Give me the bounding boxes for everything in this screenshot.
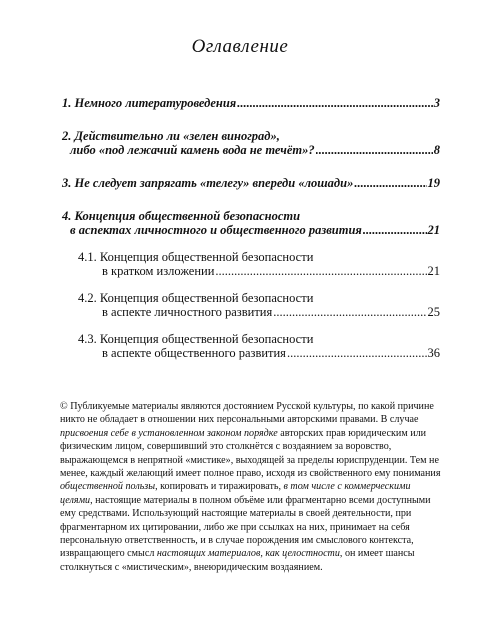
toc-page-number: 21 [427, 223, 440, 237]
toc-entry-title-cont: в аспекте личностного развития [102, 305, 273, 319]
copyright-text: © Публикуемые материалы являются достоянием Русской культуры, по какой причине никто не обладает в отношении них персональными авторскими правами. В случае [60, 401, 434, 426]
toc-page-number: 3 [433, 96, 440, 110]
copyright-emphasis: присвоения себе в установленном законом порядке [60, 427, 278, 439]
copyright-text: , он имеет шансы столкнуться с «мистическим», внеюридическим воздаянием. [60, 548, 415, 573]
toc-entry-title-cont: в кратком изложении [102, 264, 215, 278]
toc-entry-title-cont: либо «под лежачий камень вода не течёт»? [70, 143, 315, 157]
toc-page-number: 19 [427, 176, 440, 190]
toc-entry-2[interactable] [62, 129, 440, 157]
toc-entry-title: 1. Немного литературоведения [62, 96, 237, 110]
toc-entry-title: 3. Не следует запрягать «телегу» впереди «лошади» [62, 176, 354, 190]
dot-leader [363, 223, 427, 237]
dot-leader [237, 96, 433, 110]
toc-entry-title: 4.2. Концепция общественной безопасности [78, 291, 314, 305]
copyright-text: авторских прав юридическим или физическим лицом, совершивший это столкнётся с воздаянием за воровство, выражающемся в непрятной «мистике», выходящей за пределы юриспруденции. Тем не менее, каждый желающий имеет полное право, исходя из свойственного ему понимания [60, 427, 441, 480]
toc-page-number: 36 [427, 346, 440, 360]
toc-entry-title-cont: в аспекте общественного развития [102, 346, 286, 360]
toc-entry-3[interactable] [62, 176, 440, 190]
dot-leader [287, 346, 427, 360]
toc-page-number: 21 [427, 264, 440, 278]
toc-page-number: 25 [427, 305, 440, 319]
toc-subentry-4-1[interactable] [62, 250, 440, 278]
toc-subentry-4-3[interactable] [62, 332, 440, 360]
toc-entry-4[interactable] [62, 209, 440, 237]
toc-entry-title-cont: в аспектах личностного и общественного развития [70, 223, 362, 237]
table-of-contents [62, 96, 440, 360]
copyright-text: , настоящие материалы в полном объёме или фрагментарно всеми доступными ему средствами. Использующий настоящие материалы в своей деятельности, при фрагментарном их цитировании, либо же при ссылках на них, принимает на себя персональную ответственность, и в случае порождения им смыслового контекста, извращающего смысл [60, 494, 431, 560]
toc-page-number: 8 [433, 143, 440, 157]
toc-entry-title: 4. Концепция общественной безопасности [62, 209, 301, 223]
copyright-emphasis: настоящих материалов, как целостности [156, 548, 340, 560]
copyright-text: , копировать и тиражировать, [155, 481, 284, 493]
toc-subentry-4-2[interactable] [62, 291, 440, 319]
copyright-emphasis: в том числе с коммерческими целями [60, 481, 411, 506]
dot-leader [354, 176, 426, 190]
toc-entry-title: 4.3. Концепция общественной безопасности [78, 332, 314, 346]
page-title: Оглавление [191, 36, 289, 57]
toc-entry-1[interactable] [62, 96, 440, 110]
copyright-emphasis: общественной пользы [60, 481, 156, 493]
dot-leader [215, 264, 426, 278]
dot-leader [316, 143, 433, 157]
copyright-notice [60, 400, 444, 574]
dot-leader [273, 305, 426, 319]
toc-entry-title: 4.1. Концепция общественной безопасности [78, 250, 314, 264]
toc-entry-title: 2. Действительно ли «зелен виноград», [62, 129, 280, 143]
